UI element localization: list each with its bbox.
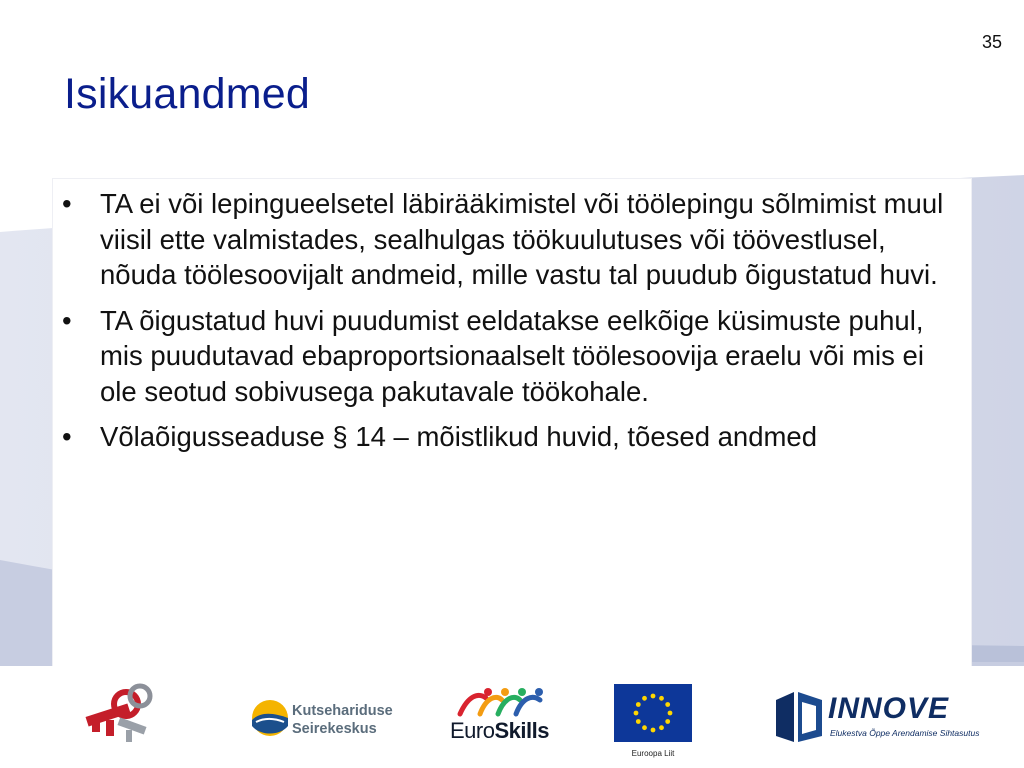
bullet-item [62, 186, 962, 293]
innove-wordmark: INNOVE [828, 692, 950, 725]
eu-flag-logo [614, 684, 692, 764]
slide-title: Isikuandmed [64, 70, 311, 118]
bullet-item [62, 419, 962, 455]
innove-logo [776, 688, 980, 750]
kutseharidus-emblem-icon [250, 698, 290, 738]
euroskills-logo [450, 684, 554, 754]
euroskills-wordmark: EuroSkills [450, 718, 549, 743]
bullet-list [62, 186, 962, 465]
logo-strip [0, 666, 1024, 768]
bullet-text: Võlaõigusseaduse § 14 – mõistlikud huvid, tõesed andmed [100, 421, 818, 452]
bullet-text: TA õigustatud huvi puudumist eeldatakse eelkõige küsimuste puhul, mis puudutavad ebaproportsionaalselt töölesoovija eraelu või mis ei ole seotud sobivusega pakutavale töökohale. [100, 304, 924, 407]
innove-emblem-icon [776, 690, 822, 742]
innove-tagline: Elukestva Õppe Arendamise Sihtasutus [830, 728, 980, 738]
bullet-item [62, 303, 962, 410]
key-logo [82, 682, 156, 748]
page-number: 35 [981, 32, 1002, 52]
bullet-dot: • [62, 421, 72, 452]
eu-caption: Euroopa Liit [631, 749, 675, 758]
eu-flag-icon [614, 684, 692, 742]
bullet-dot: • [62, 304, 72, 336]
key-logo-icon [82, 682, 156, 748]
bullet-dot: • [62, 188, 72, 219]
kutseharidus-logo [250, 694, 410, 742]
euroskills-figures-icon [450, 684, 550, 718]
kutseharidus-name: Kutsehariduse Seirekeskus [292, 703, 393, 737]
bullet-text: TA ei või lepingueelsetel läbirääkimistel või töölepingu sõlmimist muul viisil ette valmistades, sealhulgas töökuulutuses või töövestlusel, nõuda töölesoovijalt andmeid, mille vastu tal puudub õigustatud huvi. [100, 188, 944, 290]
